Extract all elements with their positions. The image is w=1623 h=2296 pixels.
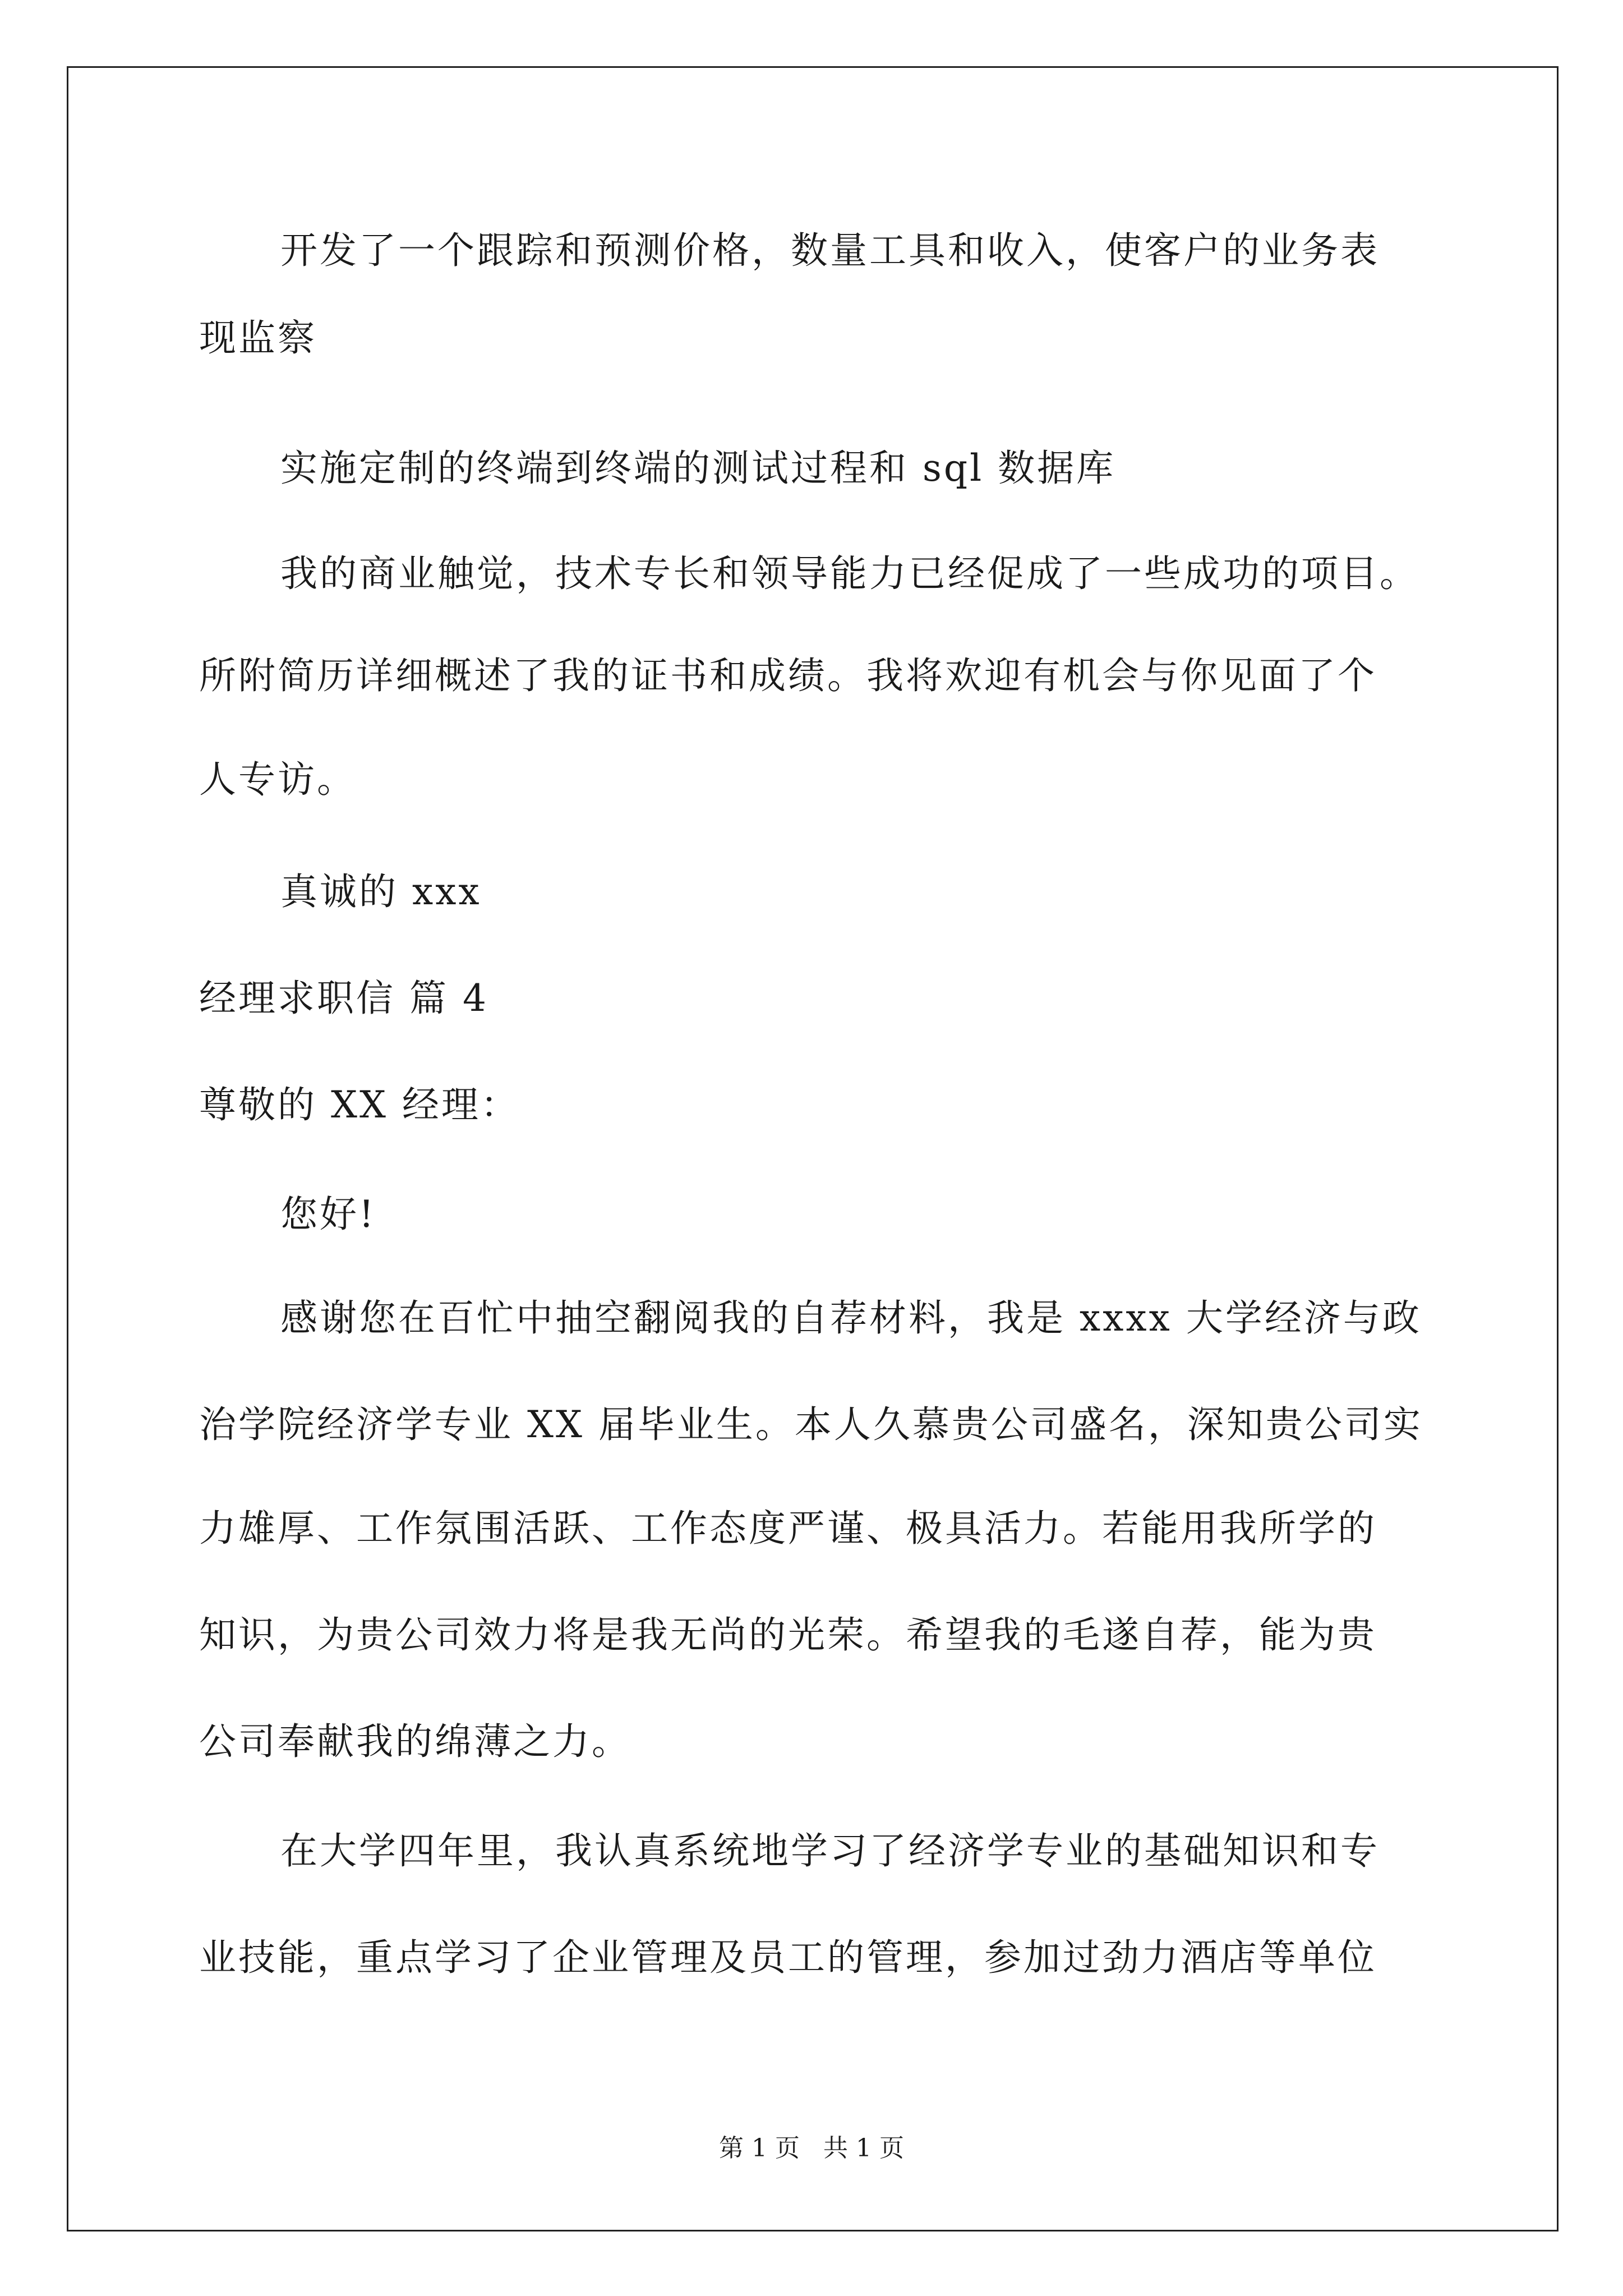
- text-line: 实施定制的终端到终端的测试过程和 sql 数据库: [280, 447, 1116, 490]
- section-heading: 经理求职信 篇 4: [199, 977, 488, 1020]
- text-line: 所附简历详细概述了我的证书和成绩。我将欢迎有机会与你见面了个: [199, 654, 1377, 697]
- signature-line: 真诚的 xxx: [280, 870, 482, 913]
- text-line: 知识，为贵公司效力将是我无尚的光荣。希望我的毛遂自荐，能为贵: [199, 1613, 1377, 1657]
- text-line: 感谢您在百忙中抽空翻阅我的自荐材料，我是 xxxx 大学经济与政: [280, 1296, 1422, 1340]
- text-line: 治学院经济学专业 XX 届毕业生。本人久慕贵公司盛名，深知贵公司实: [199, 1403, 1423, 1446]
- salutation: 尊敬的 XX 经理：: [199, 1083, 520, 1126]
- greeting: 您好!: [280, 1193, 376, 1236]
- text-line: 人专访。: [199, 758, 356, 801]
- page-border: [67, 66, 1559, 2231]
- text-line: 业技能，重点学习了企业管理及员工的管理，参加过劲力酒店等单位: [199, 1936, 1377, 1979]
- page-number-footer: 第 1 页 共 1 页: [719, 2134, 904, 2162]
- text-line: 我的商业触觉，技术专长和领导能力已经促成了一些成功的项目。: [280, 552, 1419, 595]
- text-line: 在大学四年里，我认真系统地学习了经济学专业的基础知识和专: [280, 1829, 1380, 1872]
- text-line: 开发了一个跟踪和预测价格，数量工具和收入，使客户的业务表: [280, 229, 1380, 272]
- text-line: 公司奉献我的绵薄之力。: [199, 1720, 631, 1763]
- text-line: 现监察: [199, 316, 317, 360]
- text-line: 力雄厚、工作氛围活跃、工作态度严谨、极具活力。若能用我所学的: [199, 1507, 1377, 1550]
